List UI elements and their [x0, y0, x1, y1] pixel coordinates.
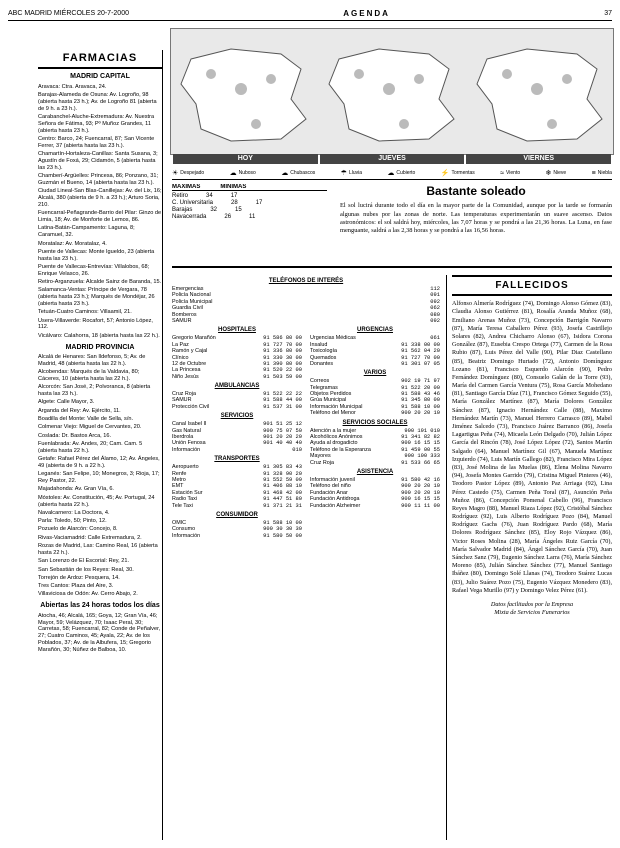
- forecast-title: Bastante soleado: [426, 184, 526, 198]
- pharmacy-entry: Majadahonda: Av. Gran Vía, 6.: [38, 486, 114, 493]
- phone-name: Urgencias Médicas: [310, 335, 356, 342]
- pharmacy-entry: Coslada: Dr. Bastos Arca, 16.: [38, 432, 112, 439]
- phone-row: [172, 374, 302, 380]
- phone-number: 061: [430, 335, 440, 342]
- phone-number: 91 305 83 43: [263, 464, 302, 471]
- phone-number: 91 520 22 00: [263, 367, 302, 374]
- fallecidos-list: Alfonso Almería Rodríguez (74), Domingo Alonso Gómez (83), Claudia Alonso Gutiérrez (81), Rosalía Aranda Muñoz (68), Emiliano Arenas Muñoz (73), Concepción Barrigón Navarro (87), María Teresa Caballero Pérez (93), Josefa Castrillejo Solares (82), Andrea Chicharro Alonso (67), Isidora Corona González (87), Eusebia Crespo Ortega (77), Carmen de la Rosa Rubio (87), Luis Pérez del Valle (90), Pilar Diaz Castellano (85), Beatriz Domingo Hurtado (72), Antonio Domínguez Lozano (81), Francisco Esquerdo Alarcón (90), Pedro Fernández Domínguez (80), Consuelo Galán de la Torre (93), María del Carmen García Ventura (75), Rosa García Mohedano (81), Santiago García Díaz (71), Francisco Gómez Seguido (55), María González Martínez (87), María Dolores González Sánchez (87), Ignacio Hernández Calle (88), Maximo Hernández Martín (73), Manuel Herrero Carrasco (89), Mabel Jiménez Salcedo (73), Francisco Juárez Barranco (86), Josefa Lagartigua Peña (74), Micaela León Delgado (70), Julián López García del Rincón (78), José López López (72), Santos Martín Salgado (64), Manuel Martínez Gil (67), Manuela Martínez Izquierdo (74), Luis Martín Gallego (82), Francisco Mira López (83), José Molina de las Muelas (86), Elena Molina Navarro (94), Josefa Montes Garrido (79), Cristina Miguel Pinteres (46), Teodoro Pastor López (89), Antonio Paz Arriaga (92), Lina Pérez Castedo (75), Carmen Peña Toral (87), Asunción Peña Muñoz (86), Concepción Pomenal Cabello (96), Francisco Reyes Magro (88), Manuel Riaza López (92), Cristóbal Sánchez Rodríguez (92), Luis Alberto Rodríguez Pozo (84), Manuel Rodríguez Gachs (76), Juan Rodríguez Pardo (68), María Dolores Rodríguez Sánchez (85), Eloy Rojo Vázquez (86), Victor Roses Molina (28), María Ángeles Ruiz García (70), María Salvador Madrid (84), Ángel Sánchez García (70), Juan Sánchez Sanz (79), Eugenio Sánchez Larra (76), María Sánchez Moreno (85), Julián Sánchez Sánchez (77), Manuel Santiago Ibáñez (80), Domingo Solé Llanas (74), Teodoro Suárez Lucas (83), Julio Suárez Pozo (75), Eugenio Vázquez Monedero (83), Rafael Vega Murillo (97) y Domingo Velez Pérez (61).: [452, 300, 612, 594]
- temp-place: Retiro: [172, 193, 189, 199]
- pharmacy-entry: Arganda del Rey: Av. Ejército, 11.: [38, 407, 121, 414]
- phone-name: Alcohólicos Anónimos: [310, 434, 363, 441]
- legend-item: [500, 170, 520, 177]
- pharmacy-entry: Alcalá de Henares: San Ildefonso, 5; Av. de Madrid, 48 (abierta hasta las 22 h.).: [38, 354, 146, 367]
- phone-number: 901 40 40 40: [263, 440, 302, 447]
- pharmacy-entry: Parla: Toledo, 50; Pinto, 12.: [38, 518, 107, 525]
- phone-number: 080: [430, 311, 440, 318]
- fog-icon: ≡: [591, 169, 596, 177]
- phones-left-column: [172, 324, 302, 539]
- phones-right-column: [310, 324, 440, 539]
- phone-section-title: CONSUMIDOR: [216, 511, 258, 518]
- phone-number: 092: [430, 317, 440, 324]
- legend-label: Nuboso: [238, 170, 256, 176]
- footer-line-1: Datos facilitados por la Empresa: [490, 600, 574, 608]
- fallecidos-title: FALLECIDOS: [452, 275, 612, 296]
- pharmacy-entry: Colmenar Viejo: Miguel de Cervantes, 20.: [38, 424, 142, 431]
- day-thursday: JUEVES: [320, 154, 465, 164]
- capital-list: [38, 84, 162, 340]
- legend-item: [441, 169, 475, 177]
- phone-number: 91 522 22 22: [263, 391, 302, 398]
- phone-number: 901 20 20 20: [263, 434, 302, 441]
- phone-number: 91 580 42 16: [401, 477, 440, 484]
- phone-row: [310, 503, 440, 509]
- pharmacy-entry: San Sebastián de los Reyes: Real, 30.: [38, 566, 134, 573]
- legend-label: Despejado: [180, 170, 205, 176]
- pharmacy-entry: Alcorcón: San José, 2; Polvoranca, 8 (abierta hasta las 23 h.).: [38, 384, 151, 398]
- phone-number: 91 301 07 05: [401, 360, 440, 367]
- temp-max: 34: [206, 193, 213, 199]
- phone-name: Fundación Alzheimer: [310, 502, 361, 509]
- temp-row: [172, 193, 327, 199]
- weather-legend: [172, 167, 612, 180]
- phone-name: Niño Jesús: [172, 373, 199, 380]
- pharmacy-entry: Tres Cantos: Plaza del Aire, 3.: [38, 583, 114, 590]
- temp-place: Navacerrada: [172, 214, 207, 220]
- phone-section-title: AMBULANCIAS: [214, 383, 260, 390]
- phone-number: 900 16 15 15: [401, 496, 440, 503]
- temp-min: 11: [249, 214, 256, 220]
- legend-item: [230, 169, 256, 177]
- pharmacy-entry: Carabanchel-Aluche-Extremadura: Av. Nuestra Señora de Fátima, 93; Pº Muñoz Grandes, 11 (abierta hasta 23 h.).: [38, 114, 155, 134]
- temperatures-table: [172, 184, 327, 259]
- phone-number: 092: [430, 298, 440, 305]
- phone-name: SAMUR: [172, 317, 192, 324]
- open24-list: Atocha, 46; Alcalá, 165; Goya, 12; Gran Vía, 46; Mayor, 59; Velázquez, 70; Isaac Peral, 30; Carretas, 58; Fuencarral, 82; Conde de Peñalver, 27; Cuatro Caminos, 45; Ayala, 22; Av. de los Poblados, 37; Av. de la Albufera, 15; Gregorio Marañón, 30; Núñez de Balboa, 10.: [38, 612, 161, 653]
- cloudy-icon: ☁: [281, 170, 289, 177]
- temps-header: [172, 184, 327, 191]
- pharmacy-entry: Moratalaz: Av. Moratalaz, 4.: [38, 240, 107, 247]
- phone-section-title: SERVICIOS: [220, 413, 254, 420]
- section-title: AGENDA: [343, 8, 390, 18]
- phone-name: Correos: [310, 378, 330, 385]
- phone-row: [172, 447, 302, 453]
- phone-number: 010: [292, 446, 302, 453]
- phone-name: La Princesa: [172, 367, 201, 374]
- page-header: [8, 6, 612, 21]
- phone-number: 900 75 07 50: [263, 427, 302, 434]
- province-title: MADRID PROVINCIA: [65, 343, 135, 351]
- map-friday: [467, 29, 613, 154]
- phone-number: 91 522 20 00: [401, 384, 440, 391]
- phone-name: Guardia Civil: [172, 305, 203, 312]
- pharmacy-entry: Getafe: Rafael Pérez del Álamo, 12; Av. Ángeles, 49 (abierta de 9 h. a 22 h.).: [38, 456, 160, 469]
- pharmacy-entry: Chamberí-Argüelles: Princesa, 86; Ponzano, 31; Guzmán el Bueno, 14 (abierta hasta las 23 h.).: [38, 173, 159, 186]
- pharmacy-entry: Salamanca-Ventas: Príncipe de Vergara, 78 (abierta hasta 23 h.); Marqués de Mondéjar, 26 (abierta hasta 23 h.).: [38, 287, 155, 307]
- legend-label: Lluvia: [348, 170, 363, 176]
- phone-name: Telegramas: [310, 384, 338, 391]
- pharmacy-entry: Puente de Vallecas: Monte Igueldo, 23 (abierta hasta las 23 h.).: [38, 248, 155, 262]
- pharmacy-entry: Fuenlabrada: Av. Andes, 20; Cam. Cam. 5 (abierta hasta 22 h.).: [38, 441, 143, 454]
- phone-number: 91 468 42 00: [263, 489, 302, 496]
- phone-name: Renfe: [172, 470, 187, 477]
- snow-icon: ❄: [545, 170, 552, 177]
- phone-name: Aeropuerto: [172, 464, 199, 471]
- phone-number: 900 20 20 10: [401, 483, 440, 490]
- phone-number: 91 588 10 00: [263, 519, 302, 526]
- phone-row: [310, 410, 440, 416]
- map-today: [171, 29, 317, 154]
- pharmacy-entry: Rozas de Madrid, Las: Camino Real, 16 (abierta hasta 22 h.).: [38, 543, 158, 556]
- phone-number: 91 341 82 82: [401, 434, 440, 441]
- pharmacy-entry: Tetuán-Cuatro Caminos: Villaamil, 21.: [38, 309, 132, 316]
- phone-name: Teléfono del Menor: [310, 410, 356, 417]
- phone-name: Atención a la mujer: [310, 427, 357, 434]
- phone-number: 91 459 00 55: [401, 446, 440, 453]
- min-label: MÍNIMAS: [220, 184, 247, 190]
- phone-number: 91 330 30 00: [263, 354, 302, 361]
- legend-label: Viento: [506, 170, 521, 176]
- phone-name: Fundación Antidroga: [310, 496, 360, 503]
- day-today: HOY: [173, 154, 318, 164]
- phone-name: Clínico: [172, 354, 189, 361]
- phone-number: 91 580 50 00: [263, 532, 302, 539]
- phone-name: Unión Fenosa: [172, 440, 206, 447]
- pharmacy-entry: Pozuelo de Alarcón: Concejo, 8.: [38, 526, 118, 533]
- phone-name: Emergencias: [172, 286, 204, 293]
- phone-name: Objetos Perdidos: [310, 391, 352, 398]
- phone-name: Policía Municipal: [172, 298, 213, 305]
- phone-name: OMIC: [172, 519, 187, 526]
- forecast-text: El sol lucirá durante todo el día en la mayor parte de la Comunidad, aunque por la tarde se formarán algunas nubes por las zonas de norte. Las temperaturas experimentarán un suave ascenso. Datos astronómicos: el sol saldrá hoy, miércoles, las 7,07 horas y se pondrá a las 21,36 horas. La Luna, en fase menguante, saldrá a las 2,38 horas y se pondrá a las 16,56 horas.: [340, 202, 612, 234]
- phone-name: SAMUR: [172, 397, 192, 404]
- phone-name: Cruz Roja: [310, 459, 334, 466]
- phone-number: 900 11 11 00: [401, 502, 440, 509]
- legend-label: Nieve: [553, 170, 567, 176]
- max-label: MÁXIMAS: [172, 184, 201, 190]
- pharmacy-entry: Rivas-Vaciamadrid: Calle Extremadura, 2.: [38, 534, 142, 541]
- fallecidos-column: [452, 275, 612, 840]
- legend-item: [592, 170, 612, 177]
- phone-name: Fundación Anar: [310, 489, 348, 496]
- phone-name: Estación Sur: [172, 489, 203, 496]
- urgent-list: [172, 286, 440, 324]
- phone-name: Información juvenil: [310, 477, 355, 484]
- pharmacy-entry: Torrejón de Ardoz: Pesquera, 14.: [38, 574, 120, 581]
- phone-name: Iberdrola: [172, 434, 194, 441]
- column-divider: [446, 275, 447, 840]
- phone-number: 901 51 25 12: [263, 421, 302, 428]
- phone-name: Gregorio Marañón: [172, 335, 216, 342]
- storm-icon: ⚡: [440, 170, 450, 177]
- legend-item: [387, 169, 415, 177]
- temp-min: 17: [230, 193, 238, 199]
- legend-label: Chubascos: [290, 170, 316, 176]
- phone-name: 12 de Octubre: [172, 360, 207, 367]
- pharmacy-entry: San Lorenzo de El Escorial: Rey, 21.: [38, 558, 129, 565]
- pharmacy-entry: Leganés: San Felipe, 10; Monegros, 3; Rioja, 17; Rey Pastor, 22.: [38, 471, 160, 485]
- pharmacy-entry: Barajas-Alameda de Osuna: Av. Logroño, 98 (abierta hasta 23 h.); Av. de Logroño 81 (abierta de 9 h. a 23 h.).: [38, 92, 157, 112]
- phone-name: Tele Taxi: [172, 502, 193, 509]
- cloud-icon: ☁: [229, 170, 237, 177]
- phone-name: Policía Nacional: [172, 292, 211, 299]
- phone-number: 91 586 80 00: [263, 335, 302, 342]
- phone-name: Ayuda al drogadicto: [310, 440, 358, 447]
- header-date: ABC MADRID MIÉRCOLES 20-7-2000: [8, 9, 129, 17]
- phone-number: 900 20 20 10: [401, 410, 440, 417]
- phones-columns: [172, 324, 440, 539]
- phone-number: 062: [430, 305, 440, 312]
- fallecidos-footer: [452, 601, 612, 617]
- phone-number: 91 345 80 00: [401, 397, 440, 404]
- phone-number: 91 338 00 00: [401, 341, 440, 348]
- phone-name: Ramón y Cajal: [172, 348, 208, 355]
- phone-section-title: TRANSPORTES: [214, 456, 260, 463]
- phone-name: Información: [172, 446, 201, 453]
- pharmacy-entry: Aravaca: Ctra. Aravaca, 24.: [38, 83, 107, 90]
- phone-number: 112: [430, 286, 440, 293]
- phone-row: [172, 404, 302, 410]
- pharmacy-entry: Móstoles: Av. Constitución, 45; Av. Portugal, 24 (abierta hasta 22 h.).: [38, 494, 155, 508]
- pharmacy-entry: Chamartín-Hortaleza-Canillas: Santa Susana, 3; Agustín de Foxá, 29; Cidamón, 5 (abierta hasta las 23 h.).: [38, 151, 158, 171]
- map-thursday: [319, 29, 465, 154]
- phone-number: 91 447 51 80: [263, 496, 302, 503]
- wind-icon: ≈: [500, 169, 505, 177]
- weather-maps: [170, 28, 614, 155]
- phone-number: 91 727 70 00: [263, 341, 302, 348]
- phone-row: [172, 503, 302, 509]
- pharmacy-entry: Alcobendas: Marqués de la Valdavia, 80; Cáceres, 10 (abierta hasta las 22 h.).: [38, 369, 140, 383]
- pharmacy-entry: Latina-Batán-Campamento: Laguna, 8; Caramuel, 32.: [38, 225, 135, 239]
- phone-section-title: VARIOS: [363, 370, 387, 377]
- phone-name: Teléfono del niño: [310, 483, 351, 490]
- phone-name: Grúa Municipal: [310, 397, 347, 404]
- pharmacy-entry: Algete: Calle Mayor, 3.: [38, 399, 95, 406]
- temp-row: [172, 207, 327, 213]
- phone-name: La Paz: [172, 341, 189, 348]
- pharmacy-entry: Boadilla del Monte: Valle de Sella, s/n.: [38, 416, 134, 423]
- temp-row: [172, 200, 327, 206]
- capital-title: MADRID CAPITAL: [70, 73, 130, 81]
- phone-number: 91 552 59 09: [263, 477, 302, 484]
- legend-label: Tormentas: [451, 170, 475, 176]
- phone-name: Gas Natural: [172, 427, 201, 434]
- pharmacies-column: [38, 50, 163, 840]
- pharmacy-entry: Ciudad Lineal-San Blas-Canillejas: Av. del Lix, 16; Alcalá, 380 (abierta de 9 h. a 23 h.); Arturo Soria, 210.: [38, 188, 162, 208]
- phone-number: 91 537 31 00: [263, 403, 302, 410]
- pharmacy-entry: Villaviciosa de Odón: Av. Cerro Abajo, 2.: [38, 591, 138, 598]
- phone-name: Información Municipal: [310, 403, 363, 410]
- phone-row: [310, 361, 440, 367]
- divider: [172, 266, 612, 268]
- phone-name: Consumo: [172, 526, 196, 533]
- phone-name: Donantes: [310, 360, 334, 367]
- phone-number: 900 100 333: [404, 453, 440, 460]
- temps-rows: [172, 193, 327, 220]
- temp-row: [172, 214, 327, 220]
- phone-name: Mayores: [310, 453, 331, 460]
- phone-name: Canal Isabel II: [172, 421, 207, 428]
- phone-section-title: HOSPITALES: [218, 327, 256, 334]
- pharmacy-entry: Usera-Villaverde: Rocafort, 57; Antonio López, 112.: [38, 317, 153, 331]
- legend-label: Cubierto: [396, 170, 416, 176]
- temp-place: Barajas: [172, 207, 193, 213]
- phone-name: Radio Taxi: [172, 496, 198, 503]
- phone-number: 91 588 44 00: [263, 397, 302, 404]
- phone-name: Bomberos: [172, 311, 197, 318]
- phone-name: Protección Civil: [172, 403, 210, 410]
- legend-label: Niebla: [597, 170, 612, 176]
- temp-place: C. Universitaria: [172, 200, 214, 206]
- phone-number: 900 20 20 10: [401, 489, 440, 496]
- phone-number: 91 588 10 00: [401, 403, 440, 410]
- overcast-icon: ☁: [387, 170, 395, 177]
- temp-min: 15: [235, 207, 242, 213]
- open24-title: Abiertas las 24 horas todos los días: [40, 602, 160, 610]
- spain-map-thursday: [319, 29, 465, 154]
- phone-number: 91 727 70 00: [401, 354, 440, 361]
- phone-name: Toxicología: [310, 348, 337, 355]
- legend-item: [172, 169, 204, 177]
- phone-section-title: SERVICIOS SOCIALES: [342, 419, 408, 426]
- forecast-block: [340, 184, 612, 259]
- legend-item: [341, 169, 362, 177]
- temp-max: 28: [231, 200, 238, 206]
- phone-number: 902 19 71 97: [401, 378, 440, 385]
- phones-block: [172, 275, 440, 840]
- phone-number: 91 406 88 10: [263, 483, 302, 490]
- phone-number: 91 390 80 00: [263, 360, 302, 367]
- phone-number: 91 336 80 00: [263, 348, 302, 355]
- phone-number: 91 328 90 20: [263, 470, 302, 477]
- phone-name: Información: [172, 532, 201, 539]
- weather-day-bar: [172, 154, 612, 164]
- phone-name: Insalud: [310, 341, 328, 348]
- sun-icon: ☀: [172, 170, 179, 177]
- pharmacy-entry: Retiro-Arganzuela: Alcalde Sainz de Baranda, 15.: [38, 279, 162, 286]
- phone-row: [310, 460, 440, 466]
- pharmacy-entry: Centro: Barco, 24; Fuencarral, 87; San Vicente Ferrer, 37 (abierta hasta las 23 h.).: [38, 136, 155, 149]
- temp-max: 26: [224, 214, 232, 220]
- phone-name: Teléfono de la Esperanza: [310, 446, 371, 453]
- footer-line-2: Mixta de Servicios Funerarios: [494, 609, 570, 617]
- phone-number: 900 16 15 15: [401, 440, 440, 447]
- phone-number: 900 191 010: [404, 427, 440, 434]
- phone-number: 91 371 21 31: [263, 502, 302, 509]
- pharmacy-entry: Puente de Vallecas-Entrevías: Villalobos, 68; Enrique Velasco, 26.: [38, 263, 150, 277]
- spain-map-today: [171, 29, 317, 154]
- phone-row: [172, 533, 302, 539]
- legend-item: [281, 169, 315, 177]
- pharmacy-entry: Navalcarnero: La Doctora, 4.: [38, 509, 110, 516]
- temp-min: 17: [255, 200, 263, 206]
- pharmacy-entry: Vicálvaro: Calahorra, 18 (abierta hasta las 22 h.).: [38, 332, 160, 339]
- phone-number: 91 588 43 46: [401, 391, 440, 398]
- phone-section-title: URGENCIAS: [356, 327, 393, 334]
- spain-map-friday: [467, 29, 613, 154]
- phone-number: 091: [430, 292, 440, 299]
- province-list: [38, 354, 162, 598]
- phones-title: TELÉFONOS DE INTERÉS: [268, 278, 344, 284]
- phone-number: 91 533 66 65: [401, 459, 440, 466]
- page-number: 37: [604, 9, 612, 17]
- phone-name: EMT: [172, 483, 184, 490]
- phone-number: 91 562 04 20: [401, 348, 440, 355]
- legend-item: [546, 169, 567, 177]
- pharmacy-entry: Fuencarral-Peñagrande-Barrio del Pilar: Ginzo de Limia, 18; Av. de Monforte de Lemos, 86.: [38, 210, 162, 224]
- phone-number: 900 30 30 30: [263, 526, 302, 533]
- phone-name: Quemados: [310, 354, 337, 361]
- temp-max: 32: [210, 207, 218, 213]
- phone-name: Metro: [172, 477, 186, 484]
- phone-number: 91 503 59 00: [263, 373, 302, 380]
- day-friday: VIERNES: [466, 154, 611, 164]
- phone-section-title: ASISTENCIA: [356, 468, 394, 475]
- rain-icon: ☂: [340, 170, 347, 177]
- pharmacies-title: FARMACIAS: [38, 52, 162, 69]
- phone-name: Cruz Roja: [172, 391, 196, 398]
